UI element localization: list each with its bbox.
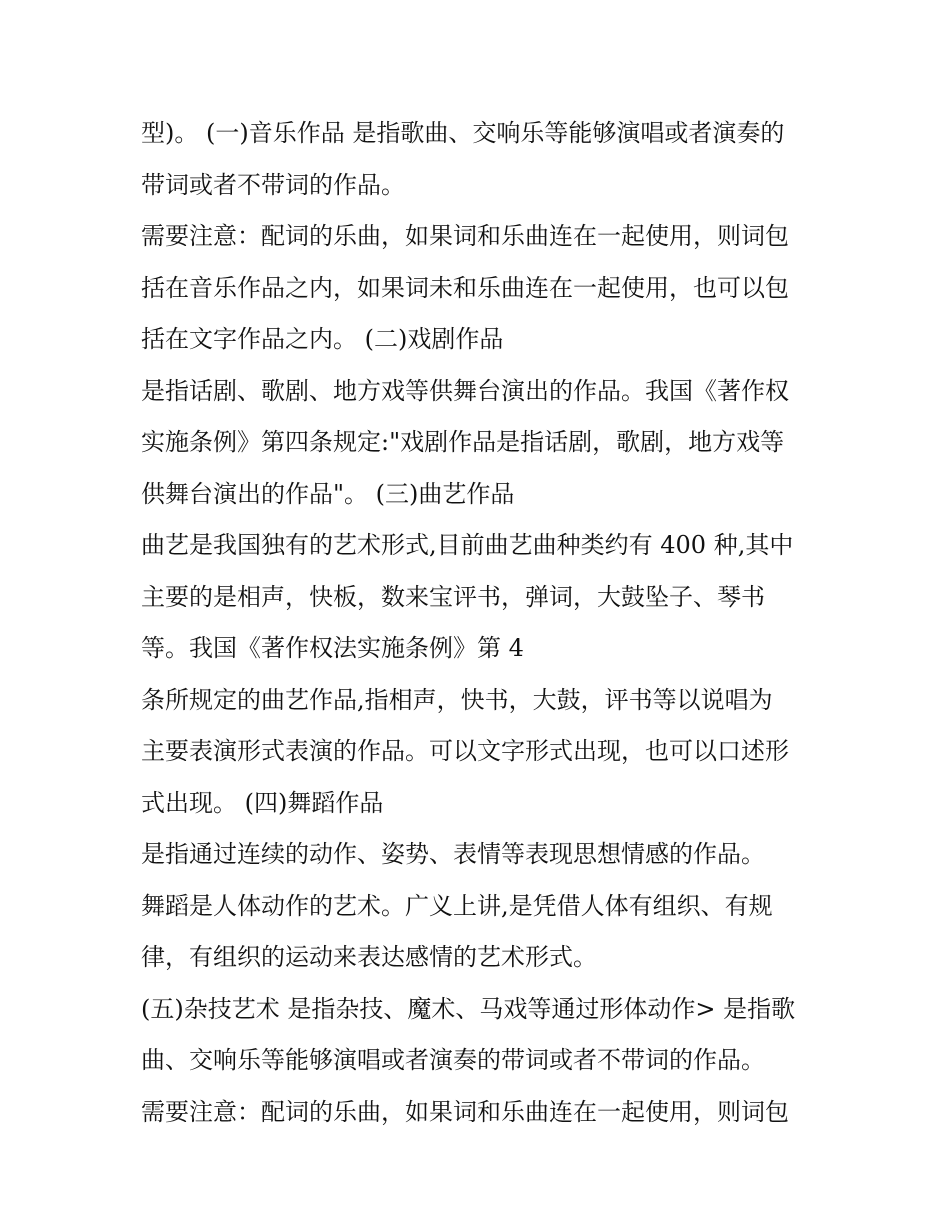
text-line: 主要表演形式表演的作品。可以文字形式出现，也可以口述形 (141, 737, 789, 765)
text-line: 实施条例》第四条规定:"戏剧作品是指话剧，歌剧，地方戏等 (141, 428, 785, 456)
text-line: 需要注意：配词的乐曲，如果词和乐曲连在一起使用，则词包 (141, 222, 789, 250)
text-line: 带词或者不带词的作品。 (141, 170, 405, 199)
text-line: 需要注意：配词的乐曲，如果词和乐曲连在一起使用，则词包 (141, 1097, 789, 1126)
text-line: 条所规定的曲艺作品,指相声，快书，大鼓，评书等以说唱为 (141, 685, 773, 714)
text-line: (五)杂技艺术 是指杂技、魔术、马戏等通过形体动作> 是指歌 (141, 994, 796, 1023)
text-line: 式出现。 (四)舞蹈作品 (141, 788, 384, 817)
text-line: 括在文字作品之内。 (二)戏剧作品 (141, 325, 504, 353)
text-line: 括在音乐作品之内，如果词未和乐曲连在一起使用，也可以包 (141, 273, 789, 302)
document-text-body (141, 108, 831, 1138)
text-line: 是指通过连续的动作、姿势、表情等表现思想情感的作品。 (141, 840, 765, 868)
text-line: 曲、交响乐等能够演唱或者演奏的带词或者不带词的作品。 (141, 1046, 765, 1074)
text-line: 供舞台演出的作品"。 (三)曲艺作品 (141, 479, 515, 508)
text-line: 主要的是相声，快板，数来宝评书，弹词，大鼓坠子、琴书 (141, 582, 765, 611)
text-line: 曲艺是我国独有的艺术形式,目前曲艺曲种类约有 400 种,其中 (141, 531, 794, 559)
text-line: 等。我国《著作权法实施条例》第 4 (141, 634, 524, 662)
text-line: 型)。 (一)音乐作品 是指歌曲、交响乐等能够演唱或者演奏的 (141, 119, 785, 147)
text-line: 舞蹈是人体动作的艺术。广义上讲,是凭借人体有组织、有规 (141, 891, 773, 920)
text-line: 律，有组织的运动来表达感情的艺术形式。 (141, 943, 597, 971)
text-line: 是指话剧、歌剧、地方戏等供舞台演出的作品。我国《著作权 (141, 376, 789, 405)
